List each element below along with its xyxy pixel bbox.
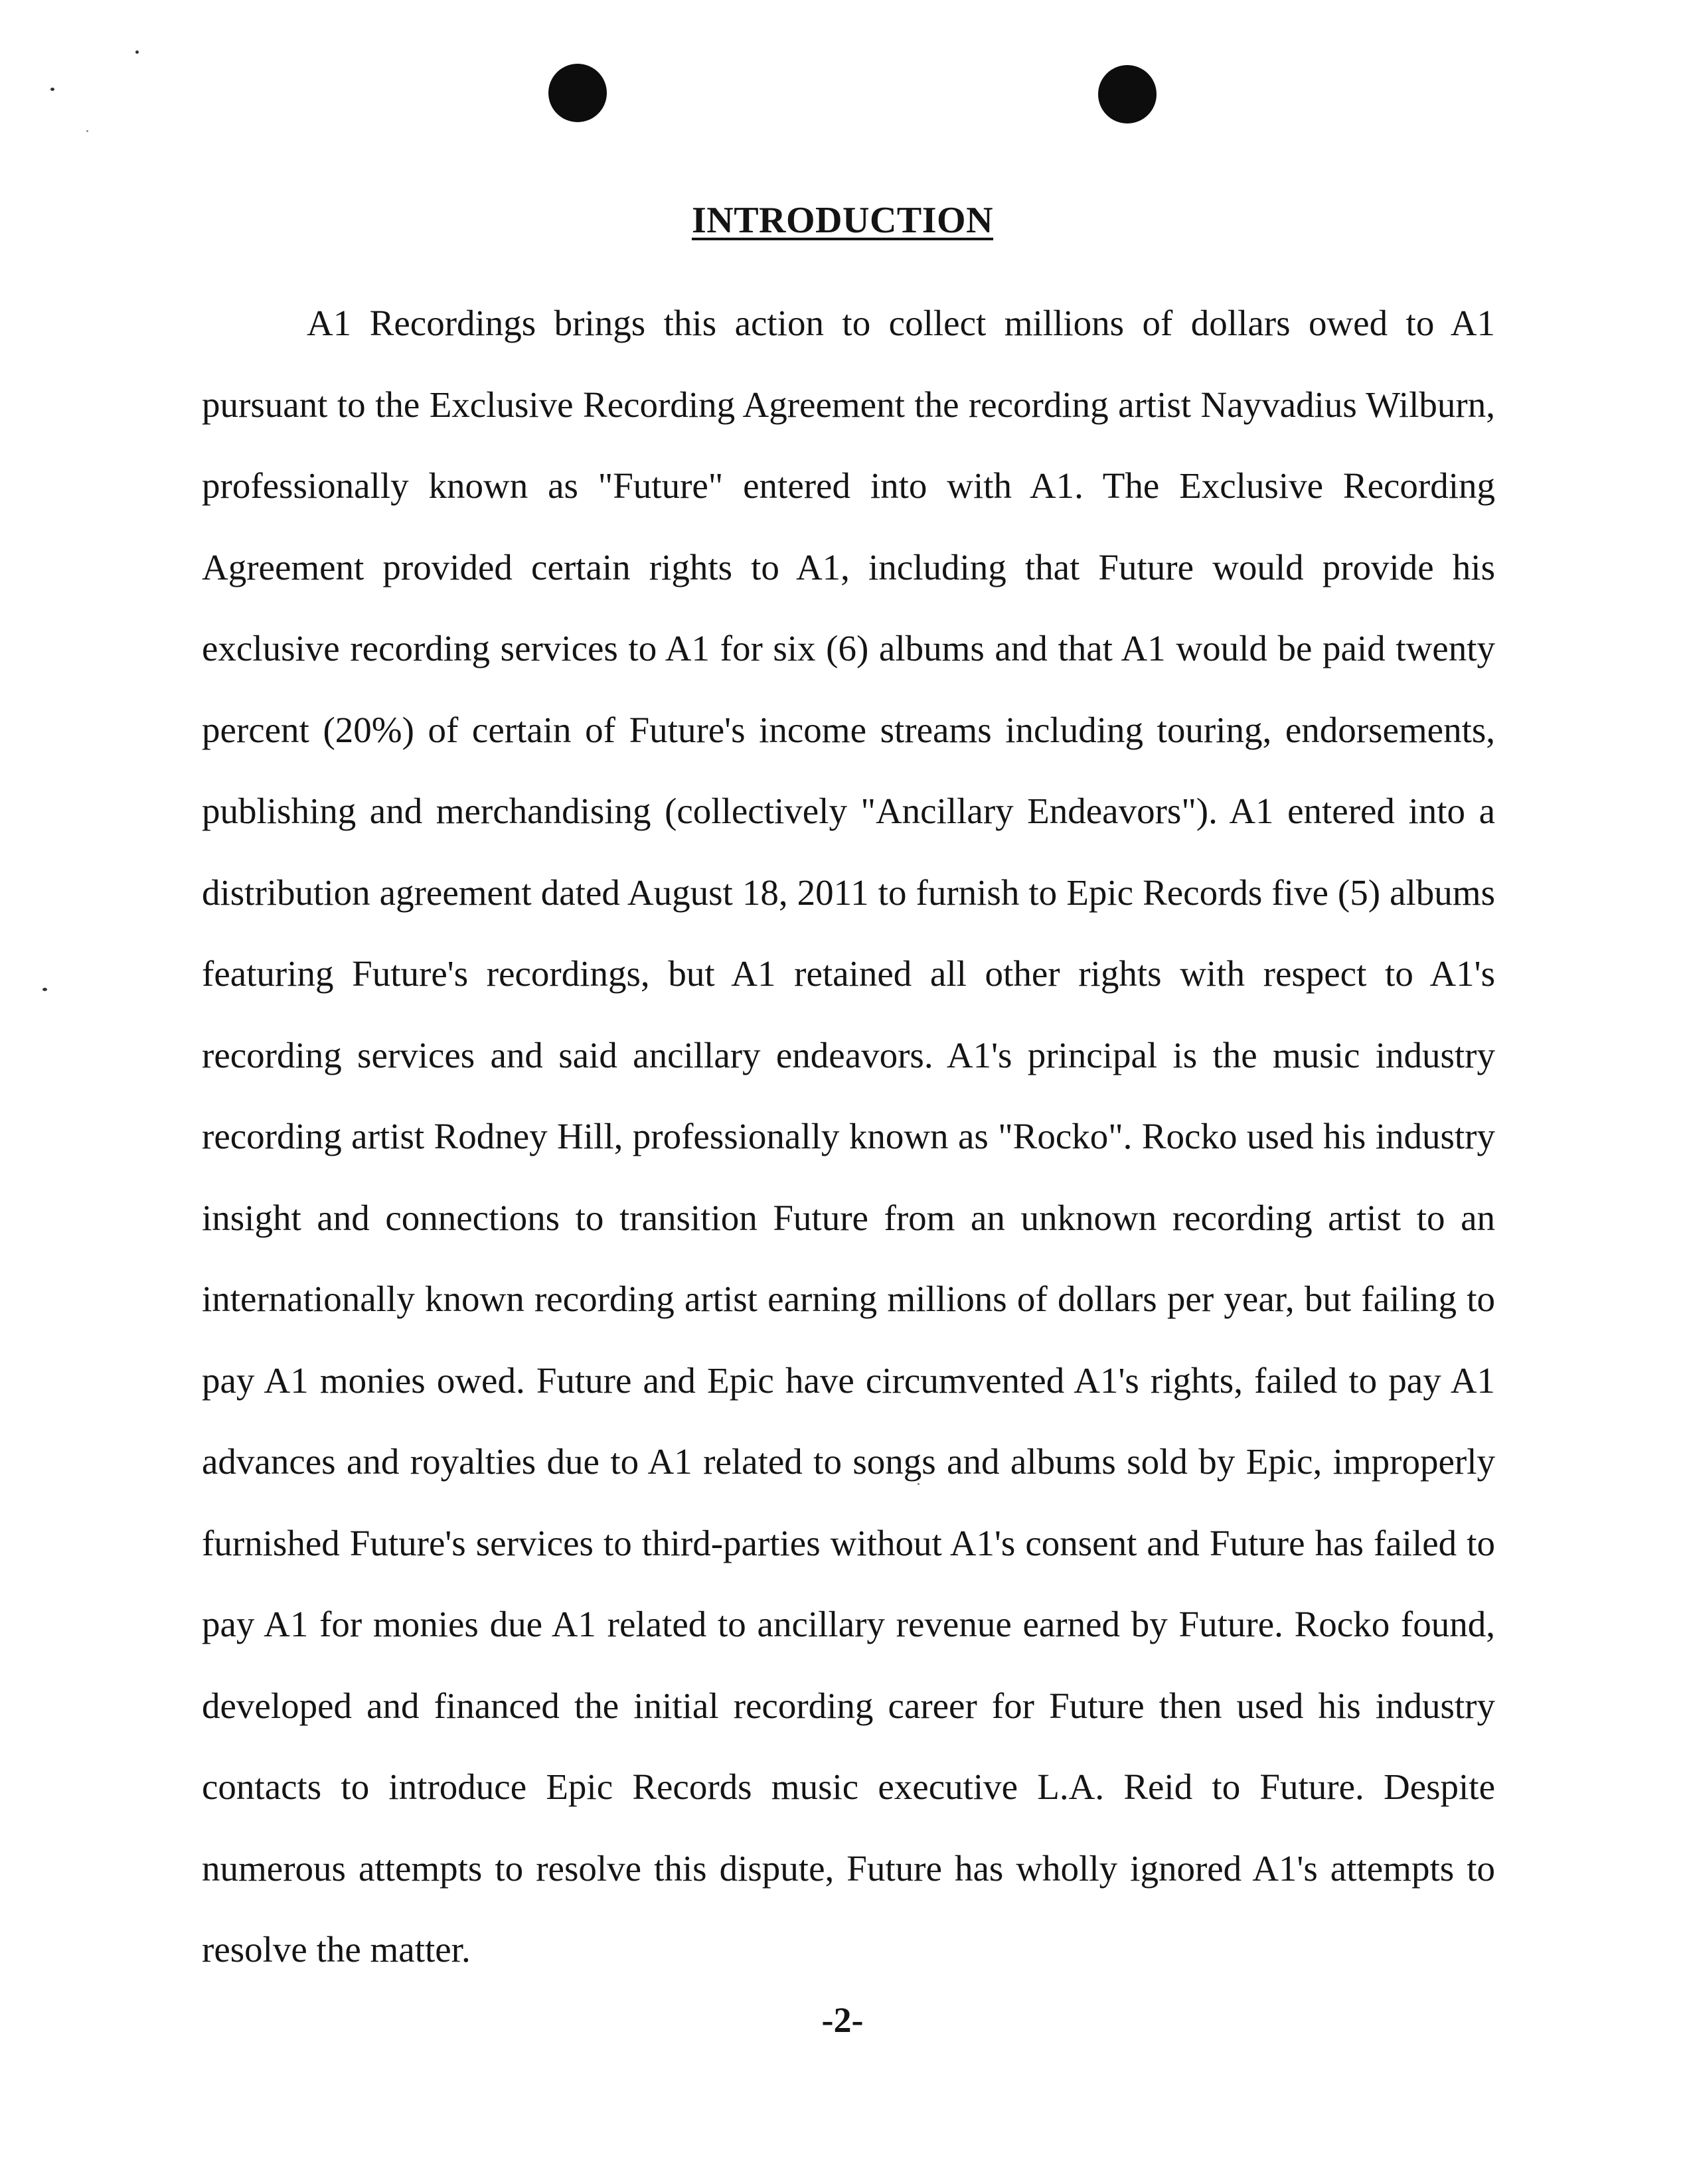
- punch-hole-right: [1098, 65, 1157, 123]
- introduction-paragraph: A1 Recordings brings this action to collect millions of dollars owed to A1 pursuant to the Exclusive Recording Agreement the recording artist Nayvadius Wilburn, professionally known as "Future" entered into with A1. The Exclusive Recording Agreement provided certain rights to A1, including that Future would provide his exclusive recording services to A1 for six (6) albums and that A1 would be paid twenty percent (20%) of certain of Future's income streams including touring, endorsements, publishing and merchandising (collectively "Ancillary Endeavors"). A1 entered into a distribution agreement dated August 18, 2011 to furnish to Epic Records five (5) albums featuring Future's recordings, but A1 retained all other rights with respect to A1's recording services and said ancillary endeavors. A1's principal is the music industry recording artist Rodney Hill, professionally known as "Rocko". Rocko used his industry insight and connections to transition Future from an unknown recording artist to an internationally known recording artist earning millions of dollars per year, but failing to pay A1 monies owed. Future and Epic have circumvented A1's rights, failed to pay A1 advances and royalties due to A1 related to songs and albums sold by Epic, improperly furnished Future's services to third-parties without A1's consent and Future has failed to pay A1 for monies due A1 related to ancillary revenue earned by Future. Rocko found, developed and financed the initial recording career for Future then used his industry contacts to introduce Epic Records music executive L.A. Reid to Future. Despite numerous attempts to resolve this dispute, Future has wholly ignored A1's attempts to resolve the matter.: [202, 303, 1495, 1970]
- page-number: -2-: [821, 2000, 864, 2040]
- scan-speck: [86, 130, 88, 132]
- scan-speck: [135, 50, 139, 54]
- scan-speck: [42, 988, 47, 991]
- section-heading: INTRODUCTION: [691, 200, 994, 241]
- punch-hole-left: [548, 64, 607, 122]
- scan-speck: [50, 88, 54, 91]
